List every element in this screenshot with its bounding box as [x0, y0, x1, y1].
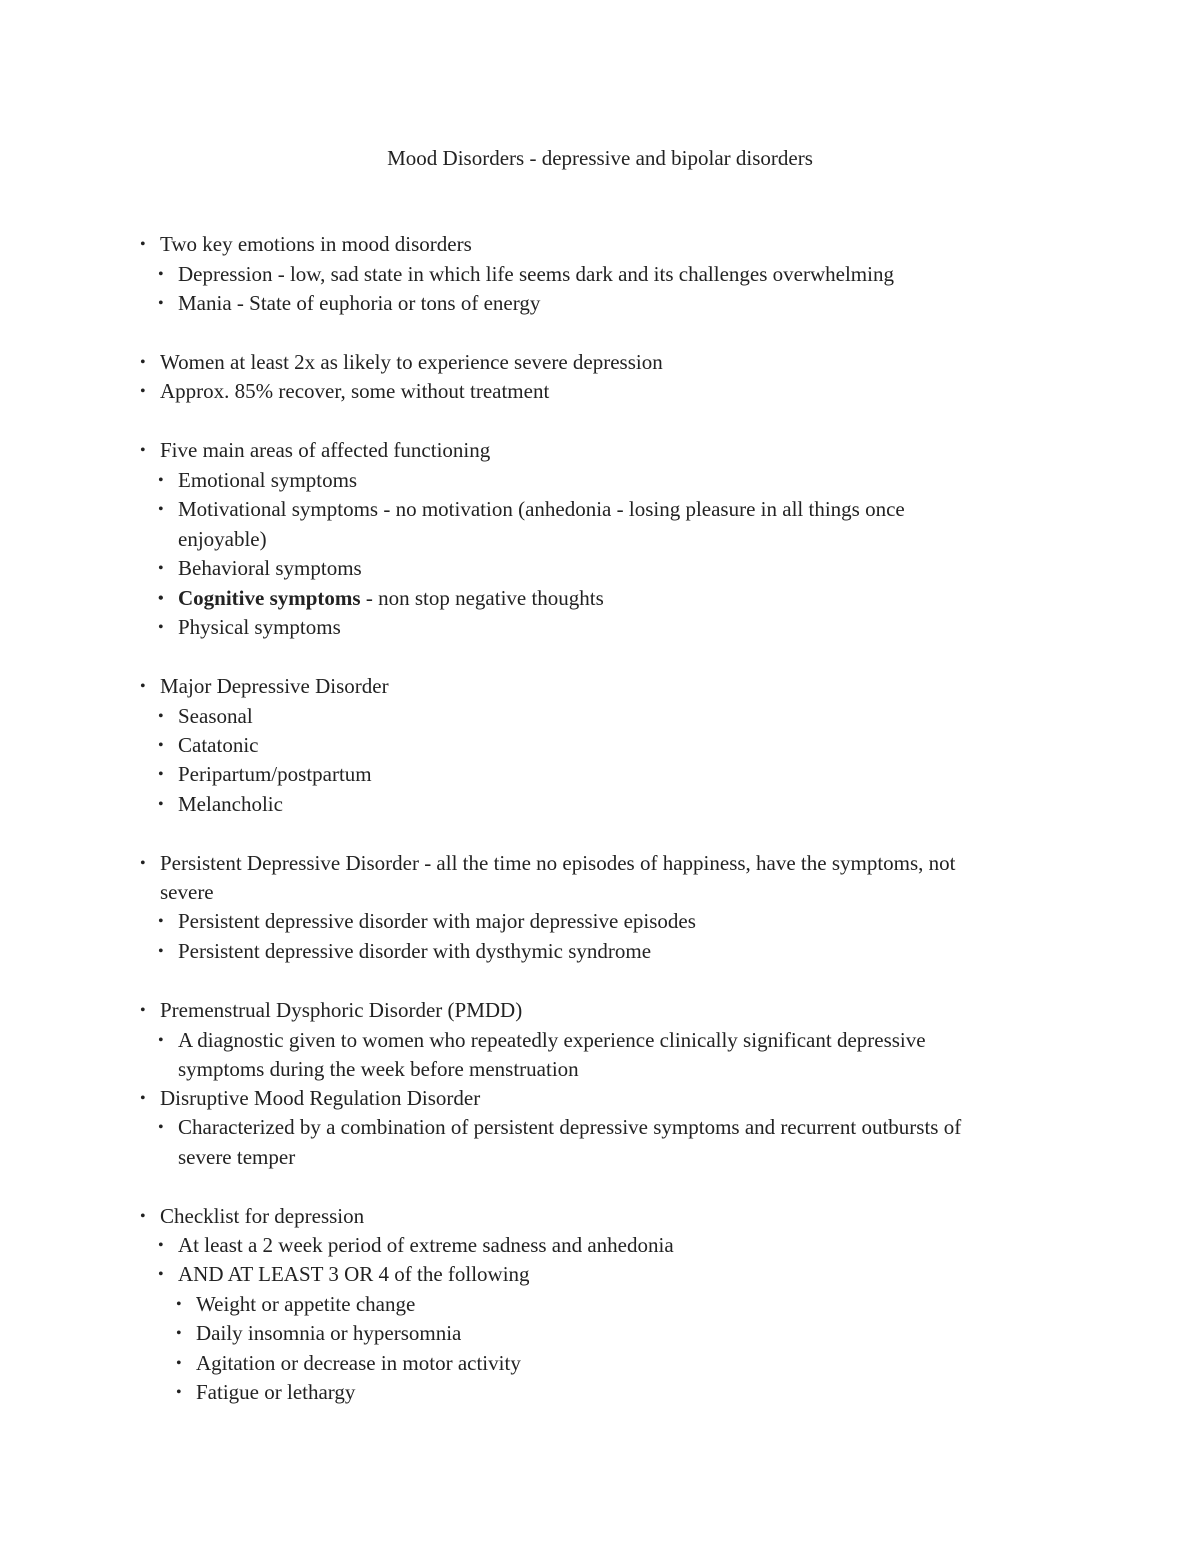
bullet: • — [140, 1002, 146, 1019]
bullet: • — [140, 1208, 146, 1225]
bullet: • — [158, 1032, 164, 1049]
bullet: • — [158, 796, 164, 813]
bold-text: Cognitive symptoms — [178, 586, 361, 610]
bullet: • — [158, 1119, 164, 1136]
bullet: • — [158, 1266, 164, 1283]
bullet: • — [158, 560, 164, 577]
bullet: • — [158, 943, 164, 960]
bullet: • — [158, 501, 164, 518]
document-page: Mood Disorders - depressive and bipolar disorders • Two key emotions in mood disorders • Depression - low, sad state in which life seems dark and its challenges overwhelming • Mania - State of euphoria or tons of energy • Women at least 2x as likely to experience severe depression • Approx. 85% recover, some without treatment • Five main areas of affected functioning • Emotional symptoms • Motivational symptoms - no motivation (anhedonia - losing pleasure in all things once enjoyable) • Behavioral symptoms • Cognitive symptoms - non stop negative thoughts • Physical symptoms • Major Depressive Disorder • Seasonal • Catatonic • Peripartum/postpartum • Melancholic • Persistent Depressive Disorder - all the time no episodes of happiness, have the symptoms, not severe • Persistent depressive disorder with major depressive episodes • Persistent depressive disorder with dysthymic syndrome • Premenstrual Dysphoric Disorder (PMDD) • A diagnostic given to women who repeatedly experience clinically significant depressive symptoms during the week before menstruation • Disruptive Mood Regulation Disorder • Characterized by a combination of persistent depressive symptoms and recurrent outbursts of severe temper • Checklist for depression • At least a 2 week period of extreme sadness and anhedonia • AND AT LEAST 3 OR 4 of the following • Weight or appetite change • Daily insomnia or hypersomnia • Agitation or decrease in motor activity • Fatigue or lethargy — [0, 0, 1200, 1553]
bullet: • — [176, 1296, 182, 1313]
bullet: • — [140, 855, 146, 872]
bullet: • — [158, 708, 164, 725]
page-title: Mood Disorders - depressive and bipolar disorders — [387, 146, 813, 170]
bullet: • — [158, 766, 164, 783]
bullet: • — [140, 678, 146, 695]
bullet: • — [140, 1090, 146, 1107]
bullet: • — [158, 590, 164, 607]
bullet: • — [176, 1384, 182, 1401]
list-item-continuation: enjoyable) — [178, 527, 267, 551]
list-item-continuation: severe — [160, 880, 214, 904]
bullet: • — [158, 266, 164, 283]
bullet: • — [158, 295, 164, 312]
bullet: • — [158, 913, 164, 930]
bullet: • — [158, 1237, 164, 1254]
bullet: • — [176, 1325, 182, 1342]
bullet: • — [140, 236, 146, 253]
bullet: • — [140, 383, 146, 400]
bullet: • — [158, 737, 164, 754]
list-item-continuation: severe temper — [178, 1145, 296, 1169]
bullet: • — [176, 1355, 182, 1372]
bullet: • — [140, 354, 146, 371]
bullet: • — [158, 619, 164, 636]
list-item-continuation: symptoms during the week before menstruation — [178, 1057, 579, 1081]
bullet: • — [158, 472, 164, 489]
bullet: • — [140, 442, 146, 459]
